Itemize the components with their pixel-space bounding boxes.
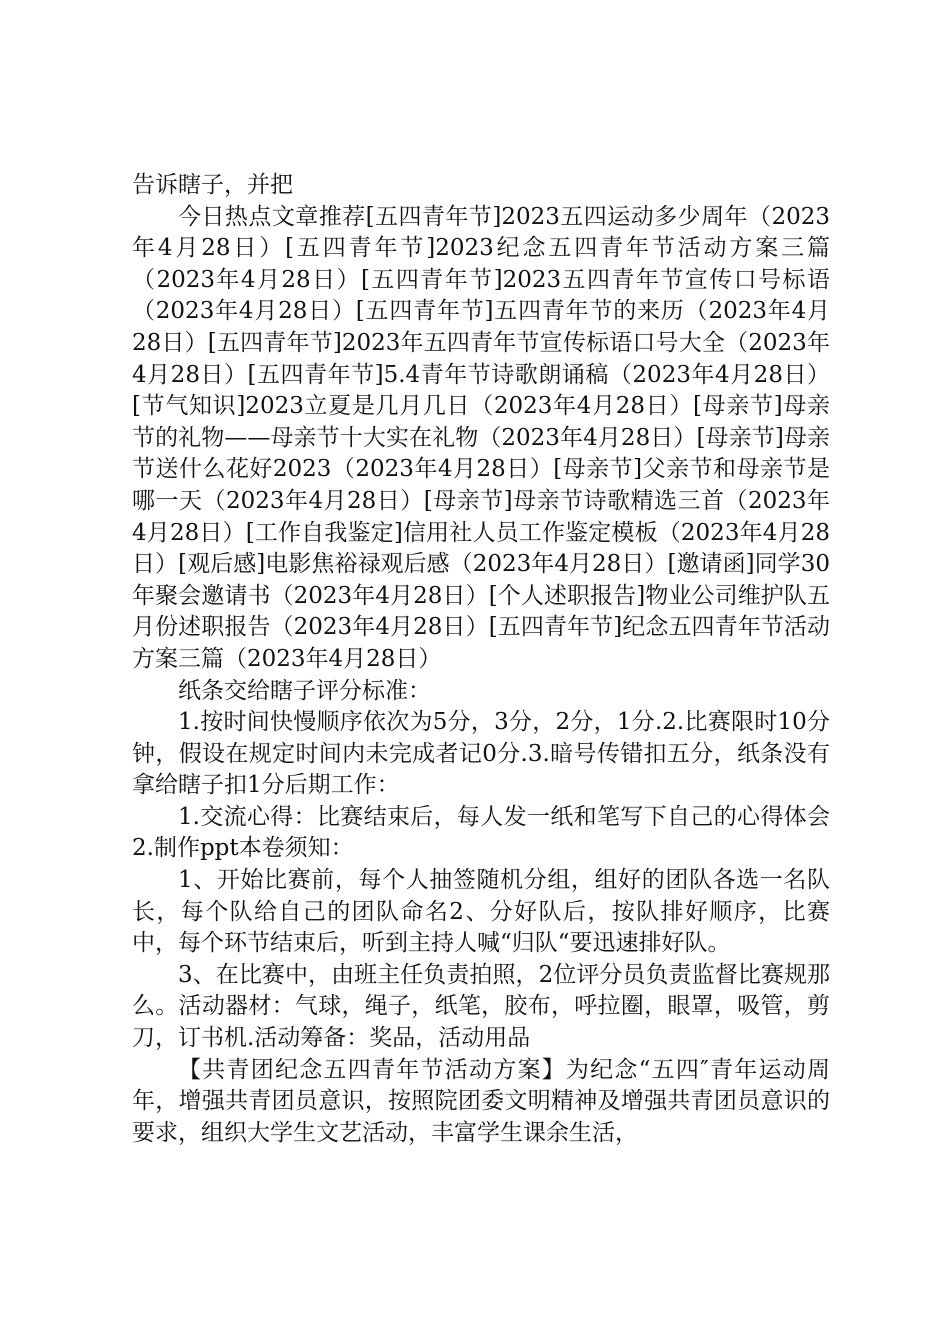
paragraph-notice-3: 3、在比赛中，由班主任负责拍照，2位评分员负责监督比赛规那么。活动器材：气球，绳子，纸笔，胶布，呼拉圈，眼罩，吸管，剪刀，订书机.活动筹备：奖品，活动用品 <box>132 961 830 1052</box>
paragraph-continuation: 告诉瞎子，并把 <box>132 172 293 198</box>
document-body <box>132 170 830 1149</box>
paragraph-scoring-heading: 纸条交给瞎子评分标准： <box>178 677 431 704</box>
paragraph-notice-1: 1、开始比赛前，每个人抽签随机分组，组好的团队各选一名队长，每个队给自己的团队命名2、分好队后，按队排好顺序，比赛中，每个环节结束后，听到主持人喊“归队“要迅速排好队。 <box>132 867 830 957</box>
paragraph-activity-plan: 【共青团纪念五四青年节活动方案】为纪念“五四″青年运动周年，增强共青团员意识，按照院团委文明精神及增强共青团员意识的要求，组织大学生文艺活动，丰富学生课余生活， <box>132 1056 830 1146</box>
paragraph-follow-up: 1.交流心得：比赛结束后，每人发一纸和笔写下自己的心得体会2.制作ppt本卷须知： <box>132 803 830 862</box>
paragraph-scoring-rules: 1.按时间快慢顺序依次为5分，3分，2分，1分.2.比赛限时10分钟，假设在规定时间内未完成者记0分.3.暗号传错扣五分，纸条没有拿给瞎子扣1分后期工作： <box>132 709 830 799</box>
paragraph-recommended-articles: 今日热点文章推荐[五四青年节]2023五四运动多少周年（2023年4月28日）[五四青年节]2023纪念五四青年节活动方案三篇（2023年4月28日）[五四青年节]2023五四青年节宣传口号标语（2023年4月28日）[五四青年节]五四青年节的来历（2023年4月28日）[五四青年节]2023年五四青年节宣传标语口号大全（2023年4月28日）[五四青年节]5.4青年节诗歌朗诵稿（2023年4月28日）[节气知识]2023立夏是几月几日（2023年4月28日）[母亲节]母亲节的礼物——母亲节十大实在礼物（2023年4月28日）[母亲节]母亲节送什么花好2023（2023年4月28日）[母亲节]父亲节和母亲节是哪一天（2023年4月28日）[母亲节]母亲节诗歌精选三首（2023年4月28日）[工作自我鉴定]信用社人员工作鉴定模板（2023年4月28日）[观后感]电影焦裕禄观后感（2023年4月28日）[邀请函]同学30年聚会邀请书（2023年4月28日）[个人述职报告]物业公司维护队五月份述职报告（2023年4月28日）[五四青年节]纪念五四青年节活动方案三篇（2023年4月28日） <box>132 203 830 672</box>
